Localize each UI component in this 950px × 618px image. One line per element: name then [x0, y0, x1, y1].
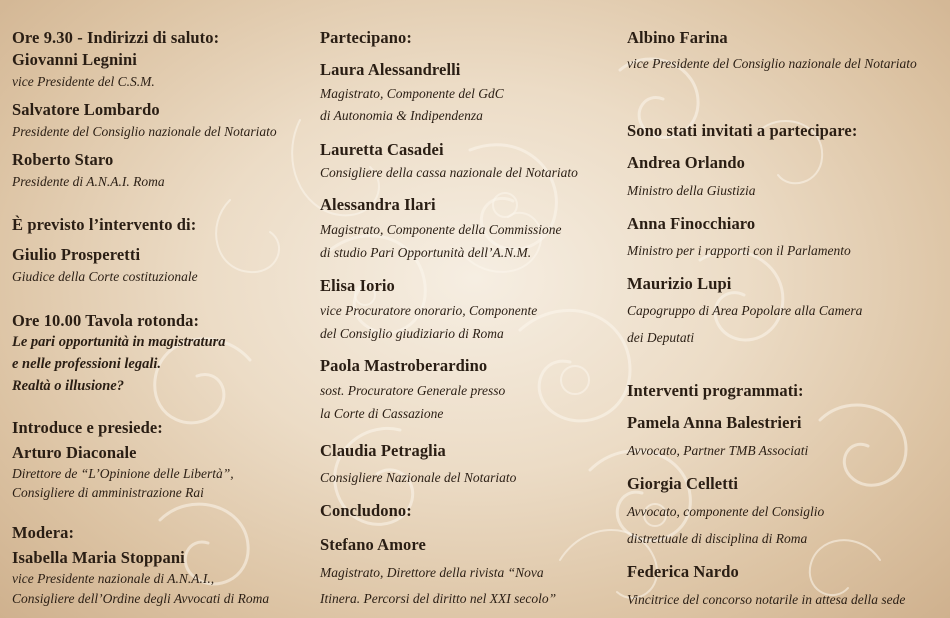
speaker-role: Ministro della Giustizia: [627, 183, 756, 198]
speaker-role: Vincitrice del concorso notarile in attesa della sede: [627, 592, 906, 607]
speaker-role: Avvocato, Partner TMB Associati: [627, 443, 809, 458]
speaker-name: Arturo Diaconale: [12, 443, 137, 462]
speaker-role: vice Presidente nazionale di A.N.A.I.,: [12, 571, 215, 586]
speaker-role: vice Presidente del C.S.M.: [12, 74, 155, 89]
section-title-saluto: Ore 9.30 - Indirizzi di saluto:: [12, 28, 220, 47]
speaker-name: Elisa Iorio: [320, 276, 395, 295]
section-title-programmati: Interventi programmati:: [627, 381, 804, 400]
section-title-tavola: Ore 10.00 Tavola rotonda:: [12, 311, 200, 330]
section-title-introduce: Introduce e presiede:: [12, 418, 163, 437]
speaker-role: distrettuale di disciplina di Roma: [627, 531, 808, 546]
speaker-role: Consigliere di amministrazione Rai: [12, 485, 204, 500]
speaker-role: Direttore de “L’Opinione delle Libertà”,: [12, 466, 234, 481]
speaker-name: Laura Alessandrelli: [320, 60, 461, 79]
speaker-name: Federica Nardo: [627, 562, 739, 581]
speaker-role: Magistrato, Direttore della rivista “Nova: [320, 565, 544, 580]
speaker-name: Andrea Orlando: [627, 153, 745, 172]
speaker-name: Giulio Prosperetti: [12, 245, 141, 264]
speaker-role: Magistrato, Componente del GdC: [320, 86, 504, 101]
speaker-role: Presidente del Consiglio nazionale del Notariato: [12, 124, 277, 139]
speaker-name: Alessandra Ilari: [320, 195, 436, 214]
speaker-role: Itinera. Percorsi del diritto nel XXI secolo”: [320, 591, 557, 606]
section-title-intervento: È previsto l’intervento di:: [12, 215, 197, 234]
speaker-role: dei Deputati: [627, 330, 695, 345]
section-title-invitati: Sono stati invitati a partecipare:: [627, 121, 858, 140]
speaker-name: Isabella Maria Stoppani: [12, 548, 185, 567]
speaker-name: Albino Farina: [627, 28, 728, 47]
speaker-role: Ministro per i rapporti con il Parlamento: [627, 243, 851, 258]
speaker-name: Anna Finocchiaro: [627, 214, 756, 233]
section-title-modera: Modera:: [12, 523, 75, 542]
speaker-role: di Autonomia & Indipendenza: [320, 108, 483, 123]
speaker-role: Capogruppo di Area Popolare alla Camera: [627, 303, 863, 318]
speaker-name: Lauretta Casadei: [320, 140, 444, 159]
speaker-role: vice Procuratore onorario, Componente: [320, 303, 538, 318]
speaker-role: Magistrato, Componente della Commissione: [320, 222, 562, 237]
speaker-role: Consigliere Nazionale del Notariato: [320, 470, 517, 485]
speaker-role: la Corte di Cassazione: [320, 406, 444, 421]
speaker-name: Salvatore Lombardo: [12, 100, 160, 119]
section-title-partecipano: Partecipano:: [320, 28, 412, 47]
speaker-role: Giudice della Corte costituzionale: [12, 269, 198, 284]
speaker-role: Presidente di A.N.A.I. Roma: [12, 174, 165, 189]
speaker-name: Pamela Anna Balestrieri: [627, 413, 802, 432]
round-table-theme: e nelle professioni legali.: [12, 356, 162, 372]
speaker-role: di studio Pari Opportunità dell’A.N.M.: [320, 245, 532, 260]
speaker-role: Consigliere dell’Ordine degli Avvocati di Roma: [12, 591, 270, 606]
speaker-role: Avvocato, componente del Consiglio: [627, 504, 825, 519]
round-table-theme: Le pari opportunità in magistratura: [12, 334, 226, 350]
round-table-theme: Realtà o illusione?: [12, 378, 124, 394]
speaker-role: del Consiglio giudiziario di Roma: [320, 326, 504, 341]
speaker-name: Maurizio Lupi: [627, 274, 732, 293]
speaker-role: vice Presidente del Consiglio nazionale del Notariato: [627, 56, 917, 71]
speaker-role: Consigliere della cassa nazionale del Notariato: [320, 165, 578, 180]
speaker-name: Stefano Amore: [320, 535, 426, 554]
speaker-role: sost. Procuratore Generale presso: [320, 383, 506, 398]
speaker-name: Giovanni Legnini: [12, 50, 137, 69]
speaker-name: Claudia Petraglia: [320, 441, 446, 460]
speaker-name: Paola Mastroberardino: [320, 356, 488, 375]
speaker-name: Giorgia Celletti: [627, 474, 739, 493]
speaker-name: Roberto Staro: [12, 150, 114, 169]
section-title-concludono: Concludono:: [320, 501, 412, 520]
